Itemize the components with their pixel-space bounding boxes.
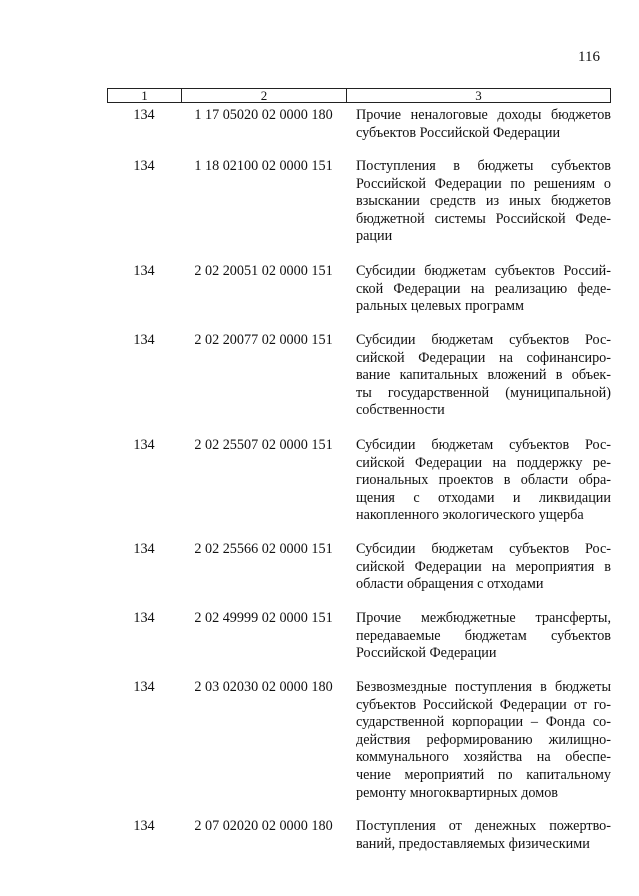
description-line: Безвозмездные поступления в бюджеты (356, 679, 611, 695)
description-line: Субсидии бюджетам субъектов Россий- (356, 263, 611, 279)
description-line: Прочие межбюджетные трансферты, (356, 610, 611, 626)
description-line: бюджетной системы Российской Феде- (356, 210, 611, 227)
budget-code-cell: 1 18 02100 02 0000 151 (194, 158, 333, 174)
budget-code-cell: 2 03 02030 02 0000 180 (194, 679, 333, 695)
admin-code-cell: 134 (133, 437, 155, 453)
description-line: передаваемые бюджетам субъектов (356, 627, 611, 644)
description-line: Российской Федерации (356, 645, 497, 662)
description-line: чение мероприятий по капитальному (356, 766, 611, 783)
description-line: сийской Федерации на мероприятия в (356, 558, 611, 575)
header-col-3: 3 (475, 88, 482, 103)
description-line: субъектов Российской Федерации (356, 124, 561, 141)
description-line: сийской Федерации на софинансиро- (356, 349, 611, 366)
description-line: сийской Федерации на поддержку ре- (356, 454, 611, 471)
description-line: вание капитальных вложений в объек- (356, 367, 611, 384)
description-line: Поступления в бюджеты субъектов (356, 158, 611, 174)
description-cell (356, 610, 611, 663)
description-line: коммунального хозяйства на обеспе- (356, 749, 611, 766)
budget-code-cell: 2 02 49999 02 0000 151 (194, 610, 333, 626)
admin-code-cell: 134 (133, 263, 155, 279)
description-line: Российской Федерации по решениям о (356, 175, 611, 192)
header-col-2: 2 (182, 89, 347, 102)
description-cell (356, 158, 611, 246)
description-line: Прочие неналоговые доходы бюджетов (356, 107, 611, 123)
description-line: области обращения с отходами (356, 576, 544, 593)
table-header (107, 88, 611, 103)
description-line: собственности (356, 402, 445, 419)
description-cell (356, 107, 611, 142)
admin-code-cell: 134 (133, 818, 155, 834)
description-line: действия реформированию жилищно- (356, 731, 611, 748)
admin-code-cell: 134 (133, 332, 155, 348)
budget-code-cell: 2 07 02020 02 0000 180 (194, 818, 333, 834)
description-cell (356, 541, 611, 594)
admin-code-cell: 134 (133, 679, 155, 695)
description-line: ваний, предоставляемых физическими (356, 835, 590, 852)
description-line: ральных целевых программ (356, 298, 524, 315)
description-line: ремонту многоквартирных домов (356, 784, 559, 801)
description-cell (356, 818, 611, 853)
description-line: сударственной корпорации – Фонда со- (356, 714, 611, 731)
description-line: Субсидии бюджетам субъектов Рос- (356, 437, 611, 453)
admin-code-cell: 134 (133, 158, 155, 174)
page-number: 116 (578, 49, 600, 65)
description-line: Субсидии бюджетам субъектов Рос- (356, 332, 611, 348)
budget-code-cell: 2 02 25566 02 0000 151 (194, 541, 333, 557)
description-line: ты государственной (муниципальной) (356, 384, 611, 401)
description-line: ской Федерации на реализацию феде- (356, 280, 611, 297)
description-line: взыскании средств из иных бюджетов (356, 193, 611, 210)
description-line: рации (356, 228, 393, 245)
budget-code-cell: 2 02 25507 02 0000 151 (194, 437, 333, 453)
description-line: Поступления от денежных пожертво- (356, 818, 611, 834)
description-cell (356, 263, 611, 316)
description-line: накопленного экологического ущерба (356, 507, 584, 524)
header-col-1: 1 (108, 89, 182, 102)
description-line: Субсидии бюджетам субъектов Рос- (356, 541, 611, 557)
admin-code-cell: 134 (133, 541, 155, 557)
admin-code-cell: 134 (133, 610, 155, 626)
description-line: субъектов Российской Федерации от го- (356, 696, 611, 713)
description-cell (356, 437, 611, 525)
description-cell (356, 679, 611, 802)
description-line: щения с отходами и ликвидации (356, 489, 611, 506)
budget-code-cell: 1 17 05020 02 0000 180 (194, 107, 333, 123)
admin-code-cell: 134 (133, 107, 155, 123)
budget-code-cell: 2 02 20077 02 0000 151 (194, 332, 333, 348)
description-line: гиональных проектов в области обра- (356, 472, 611, 489)
budget-code-cell: 2 02 20051 02 0000 151 (194, 263, 333, 279)
description-cell (356, 332, 611, 420)
